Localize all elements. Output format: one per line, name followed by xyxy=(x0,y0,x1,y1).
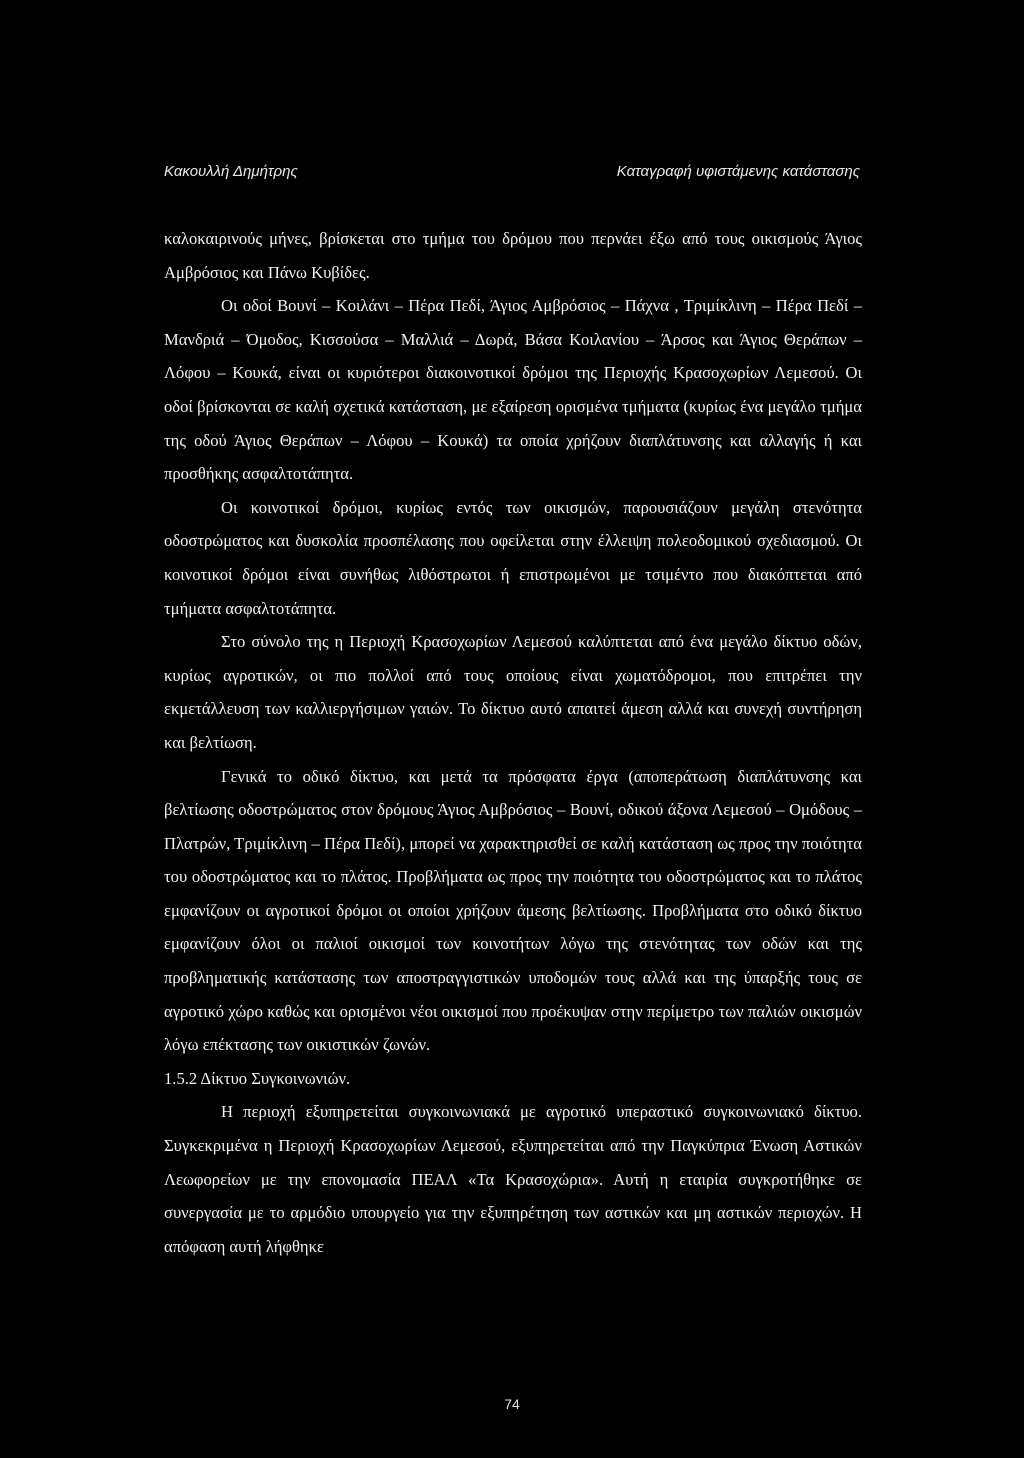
document-body xyxy=(164,222,862,1263)
paragraph-continuation: καλοκαιρινούς μήνες, βρίσκεται στο τμήμα του δρόμου που περνάει έξω από τους οικισμούς Άγιος Αμβρόσιος και Πάνω Κυβίδες. xyxy=(164,229,862,282)
page-header xyxy=(164,163,860,187)
paragraph-road-network: Στο σύνολο της η Περιοχή Κρασοχωρίων Λεμεσού καλύπτεται από ένα μεγάλο δίκτυο οδών, κυρίως αγροτικών, οι πιο πολλοί από τους οποίους είναι χωματόδρομοι, που επιτρέπει την εκμετάλλευση των καλλιεργήσιμων γαιών. Το δίκτυο αυτό απαιτεί άμεση αλλά και συνεχή συντήρηση και βελτίωση. xyxy=(164,632,862,752)
header-author: Κακουλλή Δημήτρης xyxy=(164,163,298,180)
paragraph-general-condition: Γενικά το οδικό δίκτυο, και μετά τα πρόσφατα έργα (αποπεράτωση διαπλάτυνσης και βελτίωσης οδοστρώματος στον δρόμους Άγιος Αμβρόσιος – Βουνί, οδικού άξονα Λεμεσού – Ομόδους – Πλατρών, Τριμίκλινη – Πέρα Πεδί), μπορεί να χαρακτηρισθεί σε καλή κατάσταση ως προς την ποιότητα του οδοστρώματος και το πλάτος. Προβλήματα ως προς την ποιότητα του οδοστρώματος και το πλάτος εμφανίζουν οι αγροτικοί δρόμοι οι οποίοι χρήζουν άμεσης βελτίωσης. Προβλήματα στο οδικό δίκτυο εμφανίζουν όλοι οι παλιοί οικισμοί των κοινοτήτων λόγω της στενότητας των οδών και της προβληματικής κατάστασης των αποστραγγιστικών υποδομών τους αλλά και της ύπαρξής τους σε αγροτικό χώρο καθώς και ορισμένοι νέοι οικισμοί που προέκυψαν στην περίμετρο των παλιών οικισμών λόγω επέκτασης των οικιστικών ζωνών. xyxy=(164,766,862,1055)
section-heading: 1.5.2 Δίκτυο Συγκοινωνιών. xyxy=(164,1068,351,1088)
paragraph-transport-network: Η περιοχή εξυπηρετείται συγκοινωνιακά με αγροτικό υπεραστικό συγκοινωνιακό δίκτυο. Συγκεκριμένα η Περιοχή Κρασοχωρίων Λεμεσού, εξυπηρετείται από την Παγκύπρια Ένωση Αστικών Λεωφορείων με την επονομασία ΠΕΑΛ «Τα Κρασοχώρια». Αυτή η εταιρία συγκροτήθηκε σε συνεργασία με το αρμόδιο υπουργείο για την εξυπηρέτηση των αστικών και μη αστικών περιοχών. Η απόφαση αυτή λήφθηκε xyxy=(164,1102,862,1256)
paragraph-intercommunity-roads: Οι οδοί Βουνί – Κοιλάνι – Πέρα Πεδί, Άγιος Αμβρόσιος – Πάχνα , Τριμίκλινη – Πέρα Πεδί –Μανδριά – Όμοδος, Κισσούσα – Μαλλιά – Δωρά, Βάσα Κοιλανίου – Άρσος και Άγιος Θεράπων – Λόφου – Κουκά, είναι οι κυριότεροι διακοινοτικοί δρόμοι της Περιοχής Κρασοχωρίων Λεμεσού. Οι οδοί βρίσκονται σε καλή σχετικά κατάσταση, με εξαίρεση ορισμένα τμήματα (κυρίως ένα μεγάλο τμήμα της οδού Άγιος Θεράπων – Λόφου – Κουκά) τα οποία χρήζουν διαπλάτυνσης και αλλαγής ή και προσθήκης ασφαλτοτάπητα. xyxy=(164,296,862,484)
header-section-title: Καταγραφή υφιστάμενης κατάστασης xyxy=(616,163,860,180)
paragraph-community-roads: Οι κοινοτικοί δρόμοι, κυρίως εντός των οικισμών, παρουσιάζουν μεγάλη στενότητα οδοστρώματος και δυσκολία προσπέλασης που οφείλεται στην έλλειψη πολεοδομικού σχεδιασμού. Οι κοινοτικοί δρόμοι είναι συνήθως λιθόστρωτοι ή επιστρωμένοι με τσιμέντο που διακόπτεται από τμήματα ασφαλτοτάπητα. xyxy=(164,497,862,618)
page-number: 74 xyxy=(504,1396,520,1412)
